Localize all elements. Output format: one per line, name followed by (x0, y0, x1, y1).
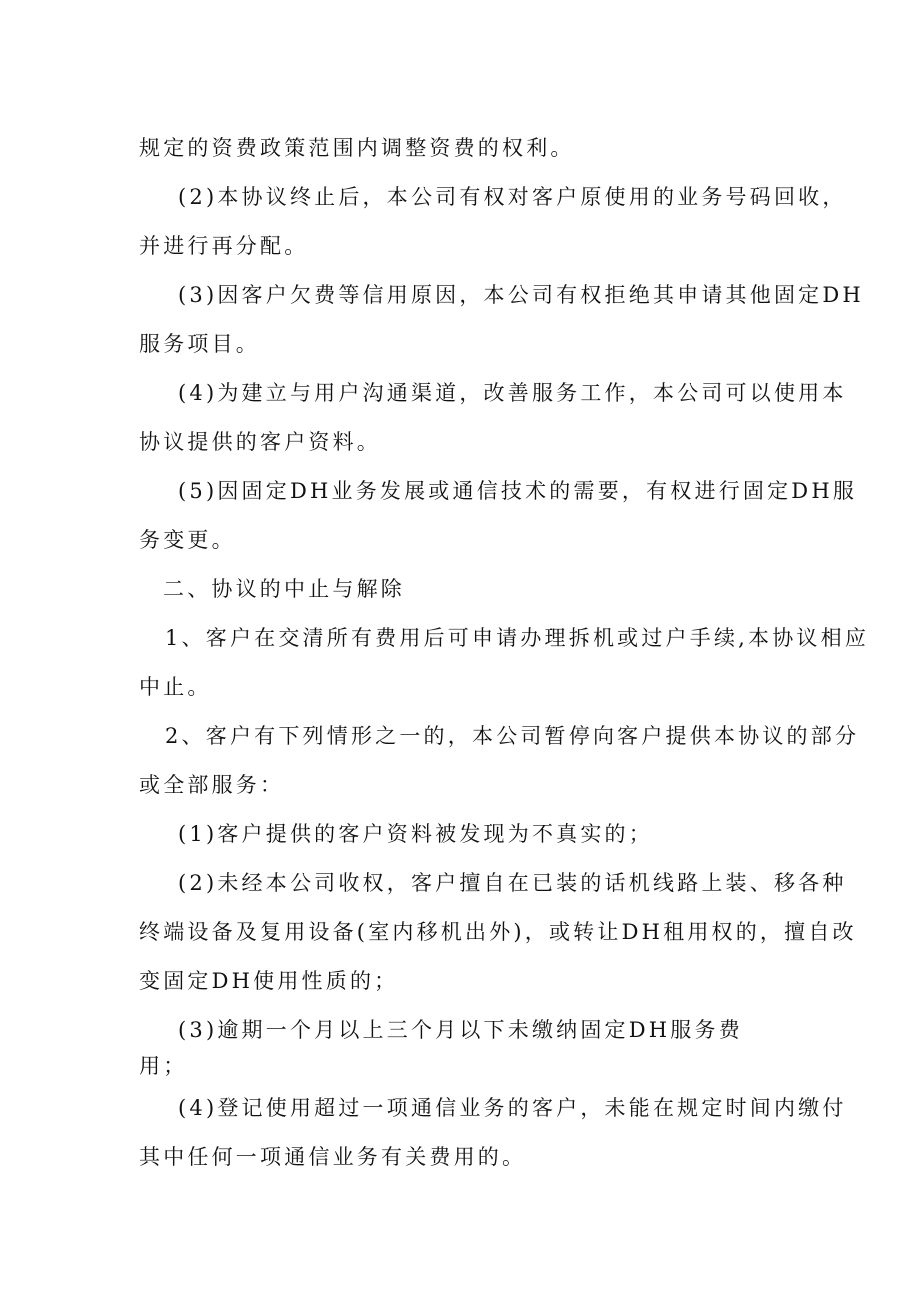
sub-1-line: (1)客户提供的客户资料被发现为不真实的； (178, 822, 653, 846)
item-1-line-1: 1、客户在交清所有费用后可申请办理拆机或过户手续,本协议相应 (165, 626, 870, 650)
sub-2-line-1: (2)未经本公司收权，客户擅自在已装的话机线路上装、移各种 (178, 871, 847, 895)
item-2-line-1: 2、客户有下列情形之一的，本公司暂停向客户提供本协议的部分 (165, 724, 860, 748)
sub-4-line-2: 其中任何一项通信业务有关费用的。 (139, 1145, 527, 1169)
clause-3-line-2: 服务项目。 (139, 332, 260, 356)
clause-2-line-1: (2)本协议终止后，本公司有权对客户原使用的业务号码回收， (178, 185, 847, 209)
clause-2-line-2: 并进行再分配。 (139, 234, 309, 258)
sub-2-line-2: 终端设备及复用设备(室内移机出外)，或转让DH租用权的，擅自改 (139, 920, 857, 944)
text-line: 规定的资费政策范围内调整资费的权利。 (139, 136, 575, 160)
sub-4-line-1: (4)登记使用超过一项通信业务的客户，未能在规定时间内缴付 (178, 1096, 847, 1120)
item-1-line-2: 中止。 (139, 675, 212, 699)
clause-5-line-1: (5)因固定DH业务发展或通信技术的需要，有权进行固定DH服 (178, 479, 858, 503)
item-2-line-2: 或全部服务： (139, 773, 285, 797)
sub-3-line-2: 用； (139, 1054, 188, 1078)
clause-3-line-1: (3)因客户欠费等信用原因，本公司有权拒绝其申请其他固定DH (178, 283, 864, 307)
clause-4-line-1: (4)为建立与用户沟通渠道，改善服务工作，本公司可以使用本 (178, 381, 847, 405)
section-heading: 二、协议的中止与解除 (163, 577, 405, 601)
sub-2-line-3: 变固定DH使用性质的； (139, 969, 399, 993)
clause-4-line-2: 协议提供的客户资料。 (139, 430, 381, 454)
clause-5-line-2: 务变更。 (139, 528, 236, 552)
sub-3-line-1: (3)逾期一个月以上三个月以下未缴纳固定DH服务费 (178, 1018, 743, 1042)
